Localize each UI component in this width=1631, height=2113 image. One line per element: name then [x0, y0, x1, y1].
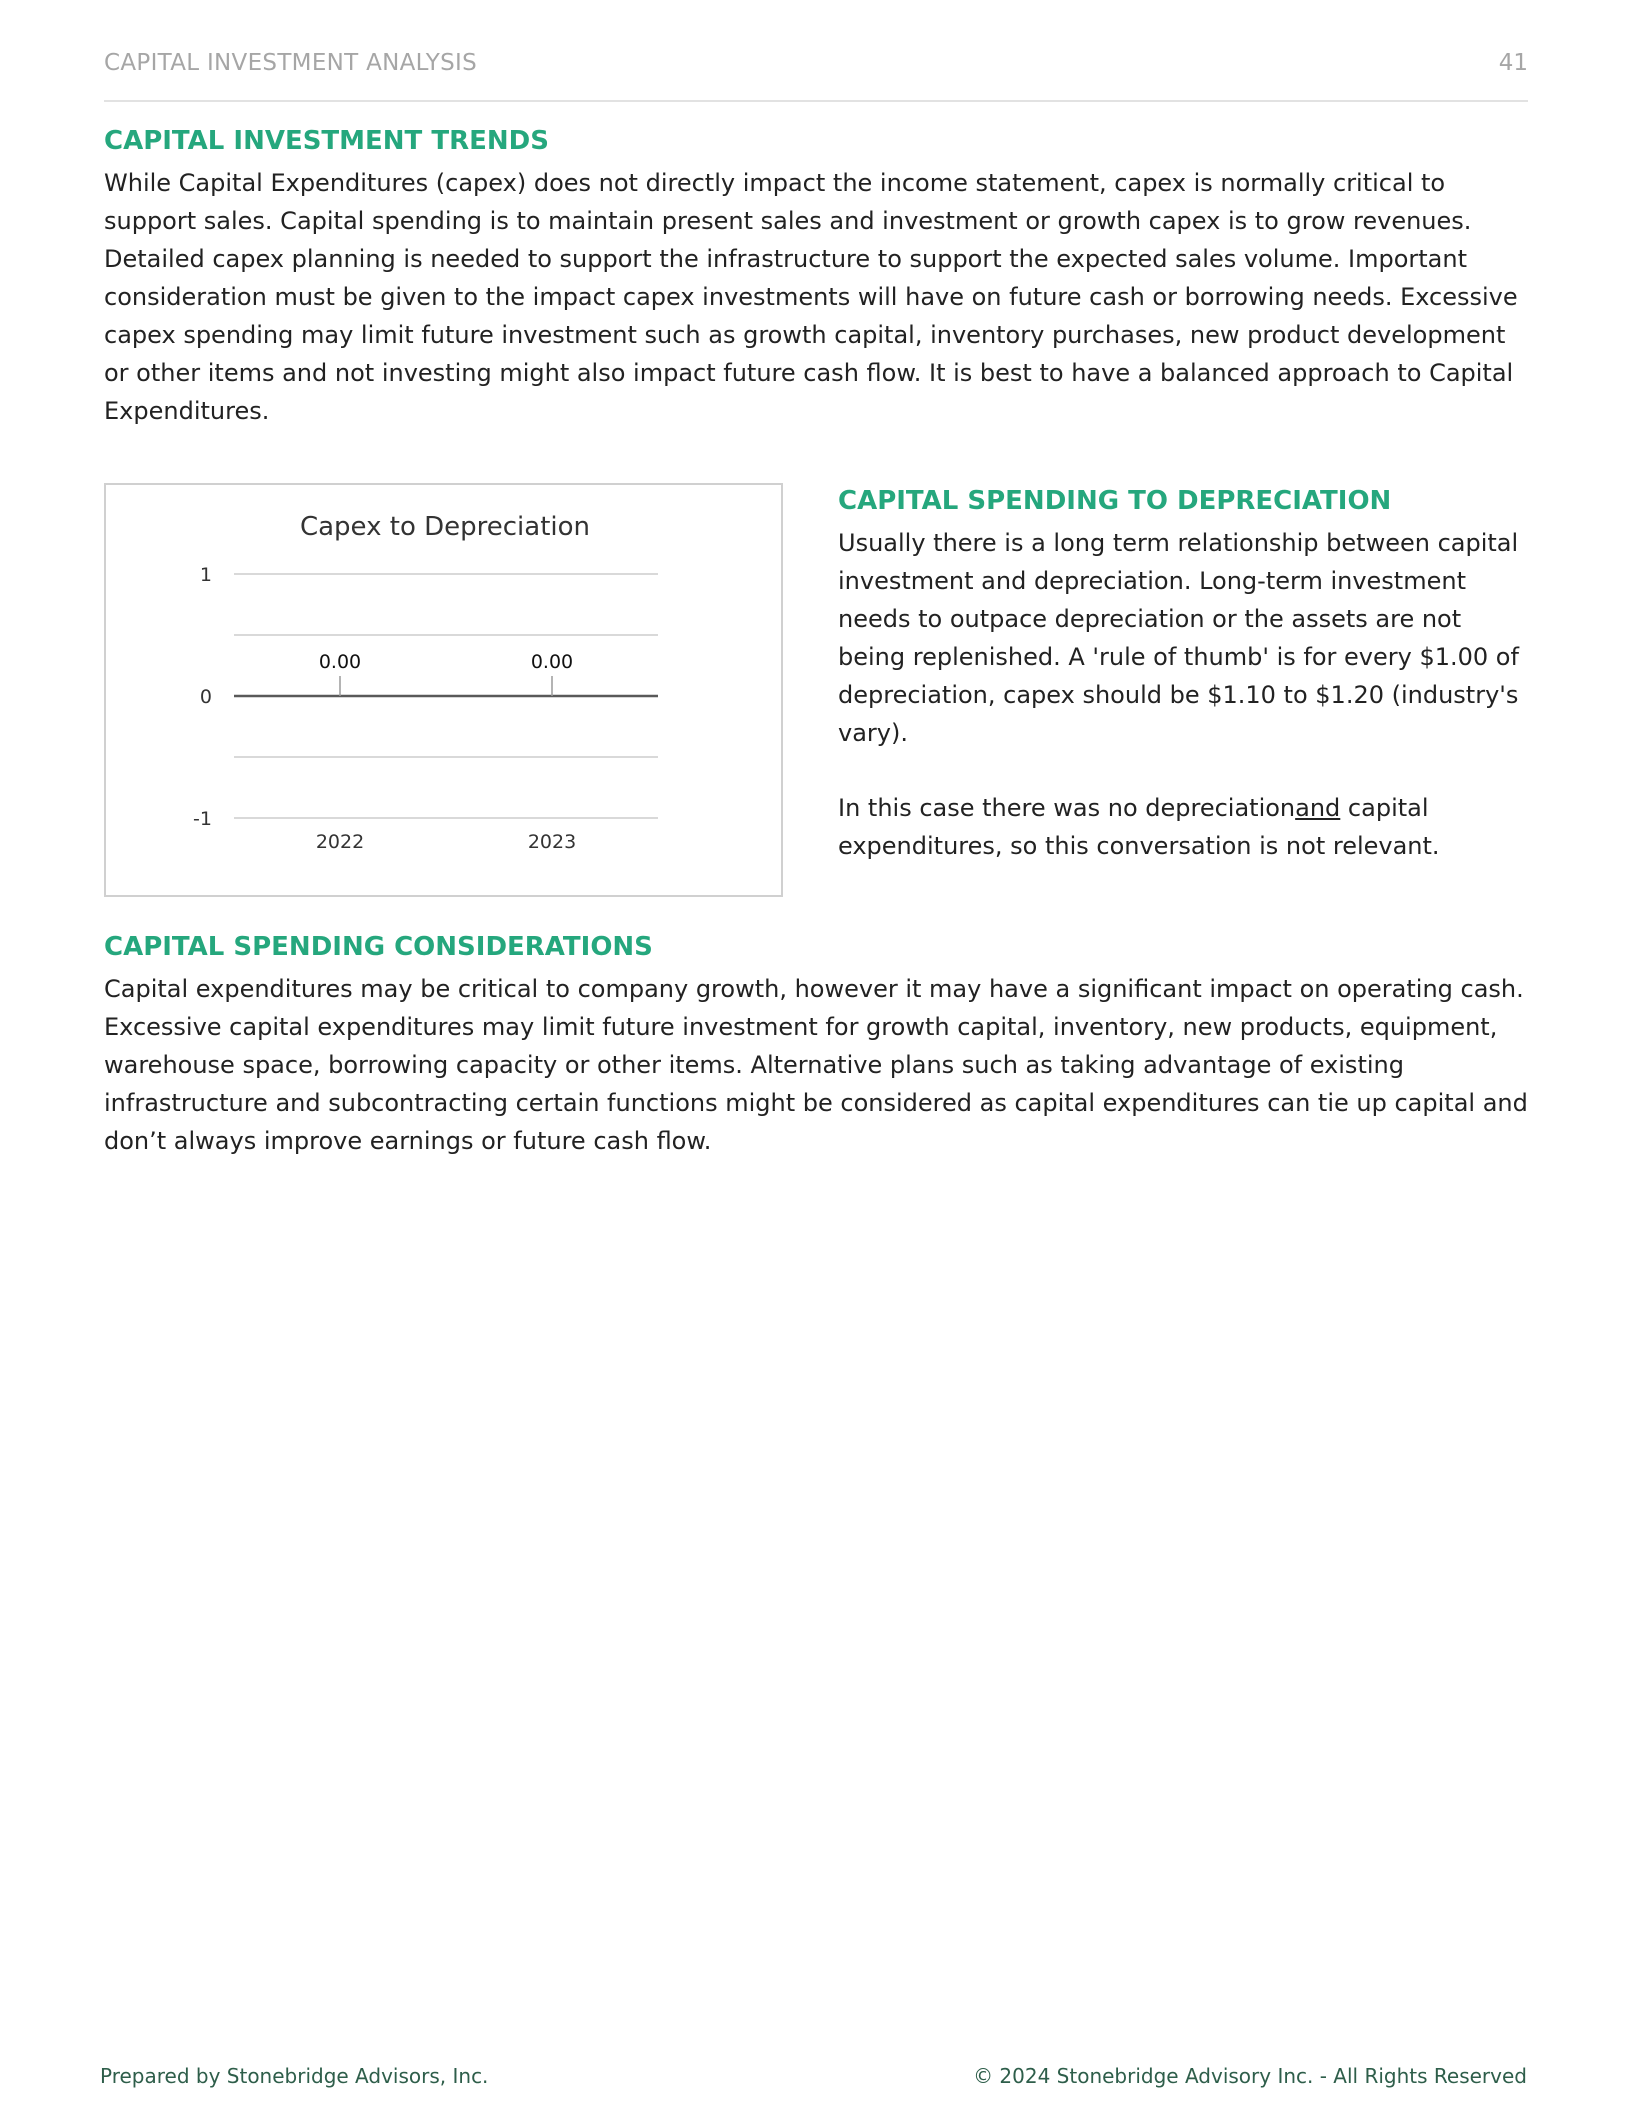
- considerations-heading: CAPITAL SPENDING CONSIDERATIONS: [104, 932, 653, 962]
- x-tick-label: 2022: [315, 831, 365, 853]
- data-label: 0.00: [530, 651, 574, 673]
- chart-title: Capex to Depreciation: [299, 512, 591, 542]
- footer-prepared-by: Prepared by Stonebridge Advisors, Inc.: [100, 2064, 489, 2088]
- trends-body: While Capital Expenditures (capex) does not directly impact the income statement, capex is normally critical to support sales. Capital spending is to maintain present sales and investment or growth capex is to grow revenues. Detailed capex planning is needed to support the infrastructure to support the expected sales volume. Important consideration must be given to the impact capex investments will have on future cash or borrowing needs. Excessive capex spending may limit future investment such as growth capital, inventory purchases, new product development or other items and not investing might also impact future cash flow. It is best to have a balanced approach to Capital Expenditures.: [104, 169, 1518, 425]
- depreciation-note-before: In this case there was no depreciation: [838, 794, 1296, 822]
- depreciation-body: Usually there is a long term relationship between capital investment and depreciation. Long-term investment needs to outpace depreciation or the assets are not being replenished. A 'rule of thumb' is for every $1.00 of depreciation, capex should be $1.10 to $1.20 (industry's vary).: [838, 529, 1519, 747]
- y-tick-label: 0: [199, 686, 212, 708]
- y-tick-label: 1: [199, 564, 212, 586]
- x-tick-label: 2023: [527, 831, 577, 853]
- depreciation-note-underlined: and: [1295, 794, 1341, 822]
- header-title: CAPITAL INVESTMENT ANALYSIS: [104, 50, 477, 76]
- y-tick-label: -1: [193, 808, 212, 830]
- chart-canvas: [106, 485, 785, 899]
- footer-copyright: © 2024 Stonebridge Advisory Inc. - All Rights Reserved: [973, 2064, 1527, 2088]
- depreciation-heading: CAPITAL SPENDING TO DEPRECIATION: [838, 486, 1392, 516]
- trends-heading: CAPITAL INVESTMENT TRENDS: [104, 126, 549, 156]
- depreciation-note-after: capital expenditures, so this conversation is not relevant.: [838, 794, 1440, 860]
- page-header: [104, 46, 1528, 102]
- data-label: 0.00: [318, 651, 362, 673]
- depreciation-note: [838, 789, 1528, 865]
- capex-depreciation-chart: [104, 483, 783, 897]
- page-number: 41: [1498, 50, 1528, 76]
- considerations-body: Capital expenditures may be critical to company growth, however it may have a significant impact on operating cash. Excessive capital expenditures may limit future investment for growth capital, inventory, new products, equipment, warehouse space, borrowing capacity or other items. Alternative plans such as taking advantage of existing infrastructure and subcontracting certain functions might be considered as capital expenditures can tie up capital and don’t always improve earnings or future cash flow.: [104, 975, 1528, 1155]
